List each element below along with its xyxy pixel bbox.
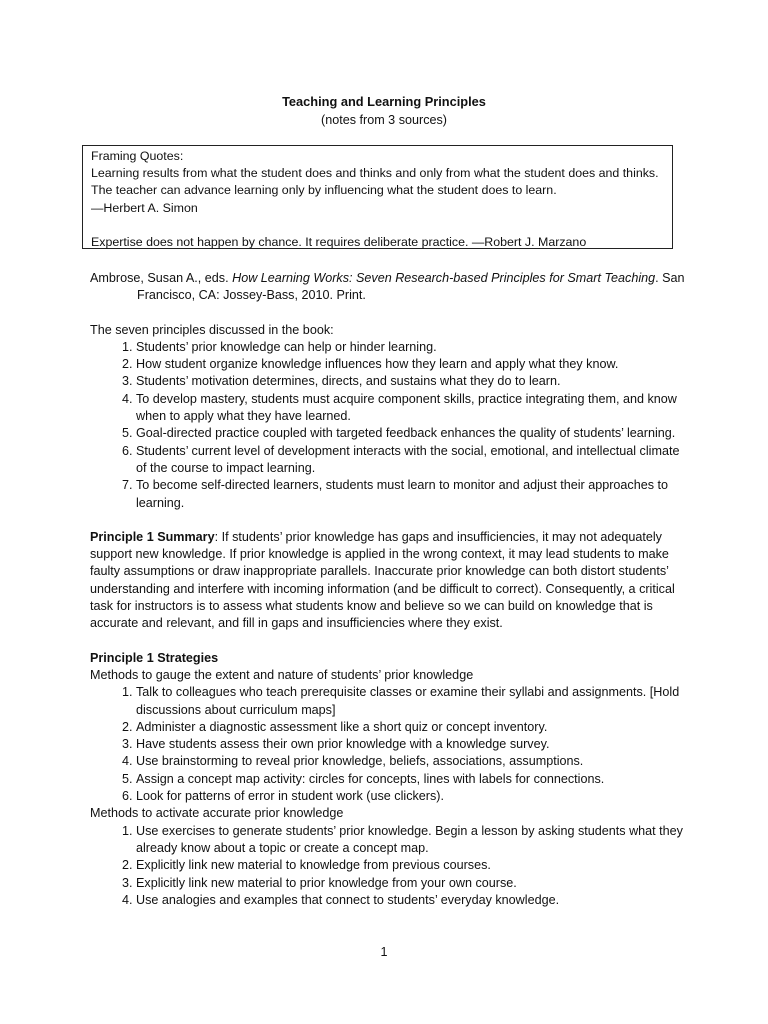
gauge-methods-intro: Methods to gauge the extent and nature of students’ prior knowledge [90,667,474,682]
citation-suffix: . San Francisco, CA: Jossey-Bass, 2010. Print. [137,271,685,303]
activate-method-item: 4. Use analogies and examples that connect to students’ everyday knowledge. [136,892,690,909]
summary-text: : If students’ prior knowledge has gaps and insufficiencies, it may not adequately support new knowledge. If prior knowledge is applied in the wrong context, it may lead students to make faulty assumptions or draw inappropriate parallels. Inaccurate prior knowledge can both distort students’ understanding and interfere with incoming information (and be difficult to correct). Consequently, a critical task for instructors is to assess what students know and believe so we can build on knowledge that is accurate and relevant, and fill in gaps and insufficiencies where they exist. [90,529,675,631]
book-citation [90,270,690,305]
principle-1-summary [90,529,690,633]
principle-item: 6. Students’ current level of development interacts with the social, emotional, and intellectual climate of the course to impact learning. [136,443,690,478]
gauge-methods-list [90,684,690,805]
principles-list [90,339,690,512]
gauge-method-item: 1. Talk to colleagues who teach prerequisite classes or examine their syllabi and assignments. [Hold discussions about curriculum maps] [136,684,690,719]
title-block [0,93,768,129]
citation-prefix: Ambrose, Susan A., eds. [90,271,233,285]
framing-quotes-heading: Framing Quotes: [91,149,184,163]
principle-item: 4. To develop mastery, students must acquire component skills, practice integrating them, and know when to apply what they have learned. [136,391,690,426]
marzano-quote: Expertise does not happen by chance. It requires deliberate practice. —Robert J. Marzano [91,234,587,249]
gauge-method-item: 5. Assign a concept map activity: circles for concepts, lines with labels for connections. [136,771,690,788]
gauge-method-item: 3. Have students assess their own prior knowledge with a knowledge survey. [136,736,690,753]
citation-book-title: How Learning Works: Seven Research-based Principles for Smart Teaching [232,271,656,285]
simon-quote-line-1: Learning results from what the student does and thinks and only from what the student does and thinks. [91,166,659,181]
strategies-heading: Principle 1 Strategies [90,650,219,665]
principle-item: 1. Students’ prior knowledge can help or hinder learning. [136,339,690,356]
activate-methods-list [90,823,690,909]
gauge-method-item: 2. Administer a diagnostic assessment like a short quiz or concept inventory. [136,719,690,736]
framing-quotes-box [82,145,673,249]
simon-quote-line-2: The teacher can advance learning only by influencing what the student does to learn. [91,183,557,198]
page-number: 1 [380,945,388,959]
activate-method-item: 3. Explicitly link new material to prior knowledge from your own course. [136,875,690,892]
summary-label: Principle 1 Summary [90,529,215,544]
page-subtitle: (notes from 3 sources) [321,113,447,127]
activate-methods-intro: Methods to activate accurate prior knowledge [90,806,344,821]
gauge-method-item: 6. Look for patterns of error in student work (use clickers). [136,788,690,805]
principle-item: 5. Goal-directed practice coupled with targeted feedback enhances the quality of students’ learning. [136,425,690,442]
principles-intro: The seven principles discussed in the book: [90,322,334,337]
gauge-method-item: 4. Use brainstorming to reveal prior knowledge, beliefs, associations, assumptions. [136,753,690,770]
principle-item: 3. Students’ motivation determines, directs, and sustains what they do to learn. [136,373,690,390]
page-title: Teaching and Learning Principles [282,94,486,109]
activate-method-item: 2. Explicitly link new material to knowledge from previous courses. [136,857,690,874]
activate-method-item: 1. Use exercises to generate students’ prior knowledge. Begin a lesson by asking students what they already know about a topic or create a concept map. [136,823,690,858]
principle-item: 7. To become self-directed learners, students must learn to monitor and adjust their approaches to learning. [136,477,690,512]
simon-quote-author: —Herbert A. Simon [91,200,198,215]
principle-item: 2. How student organize knowledge influences how they learn and apply what they know. [136,356,690,373]
document-body [90,270,690,909]
